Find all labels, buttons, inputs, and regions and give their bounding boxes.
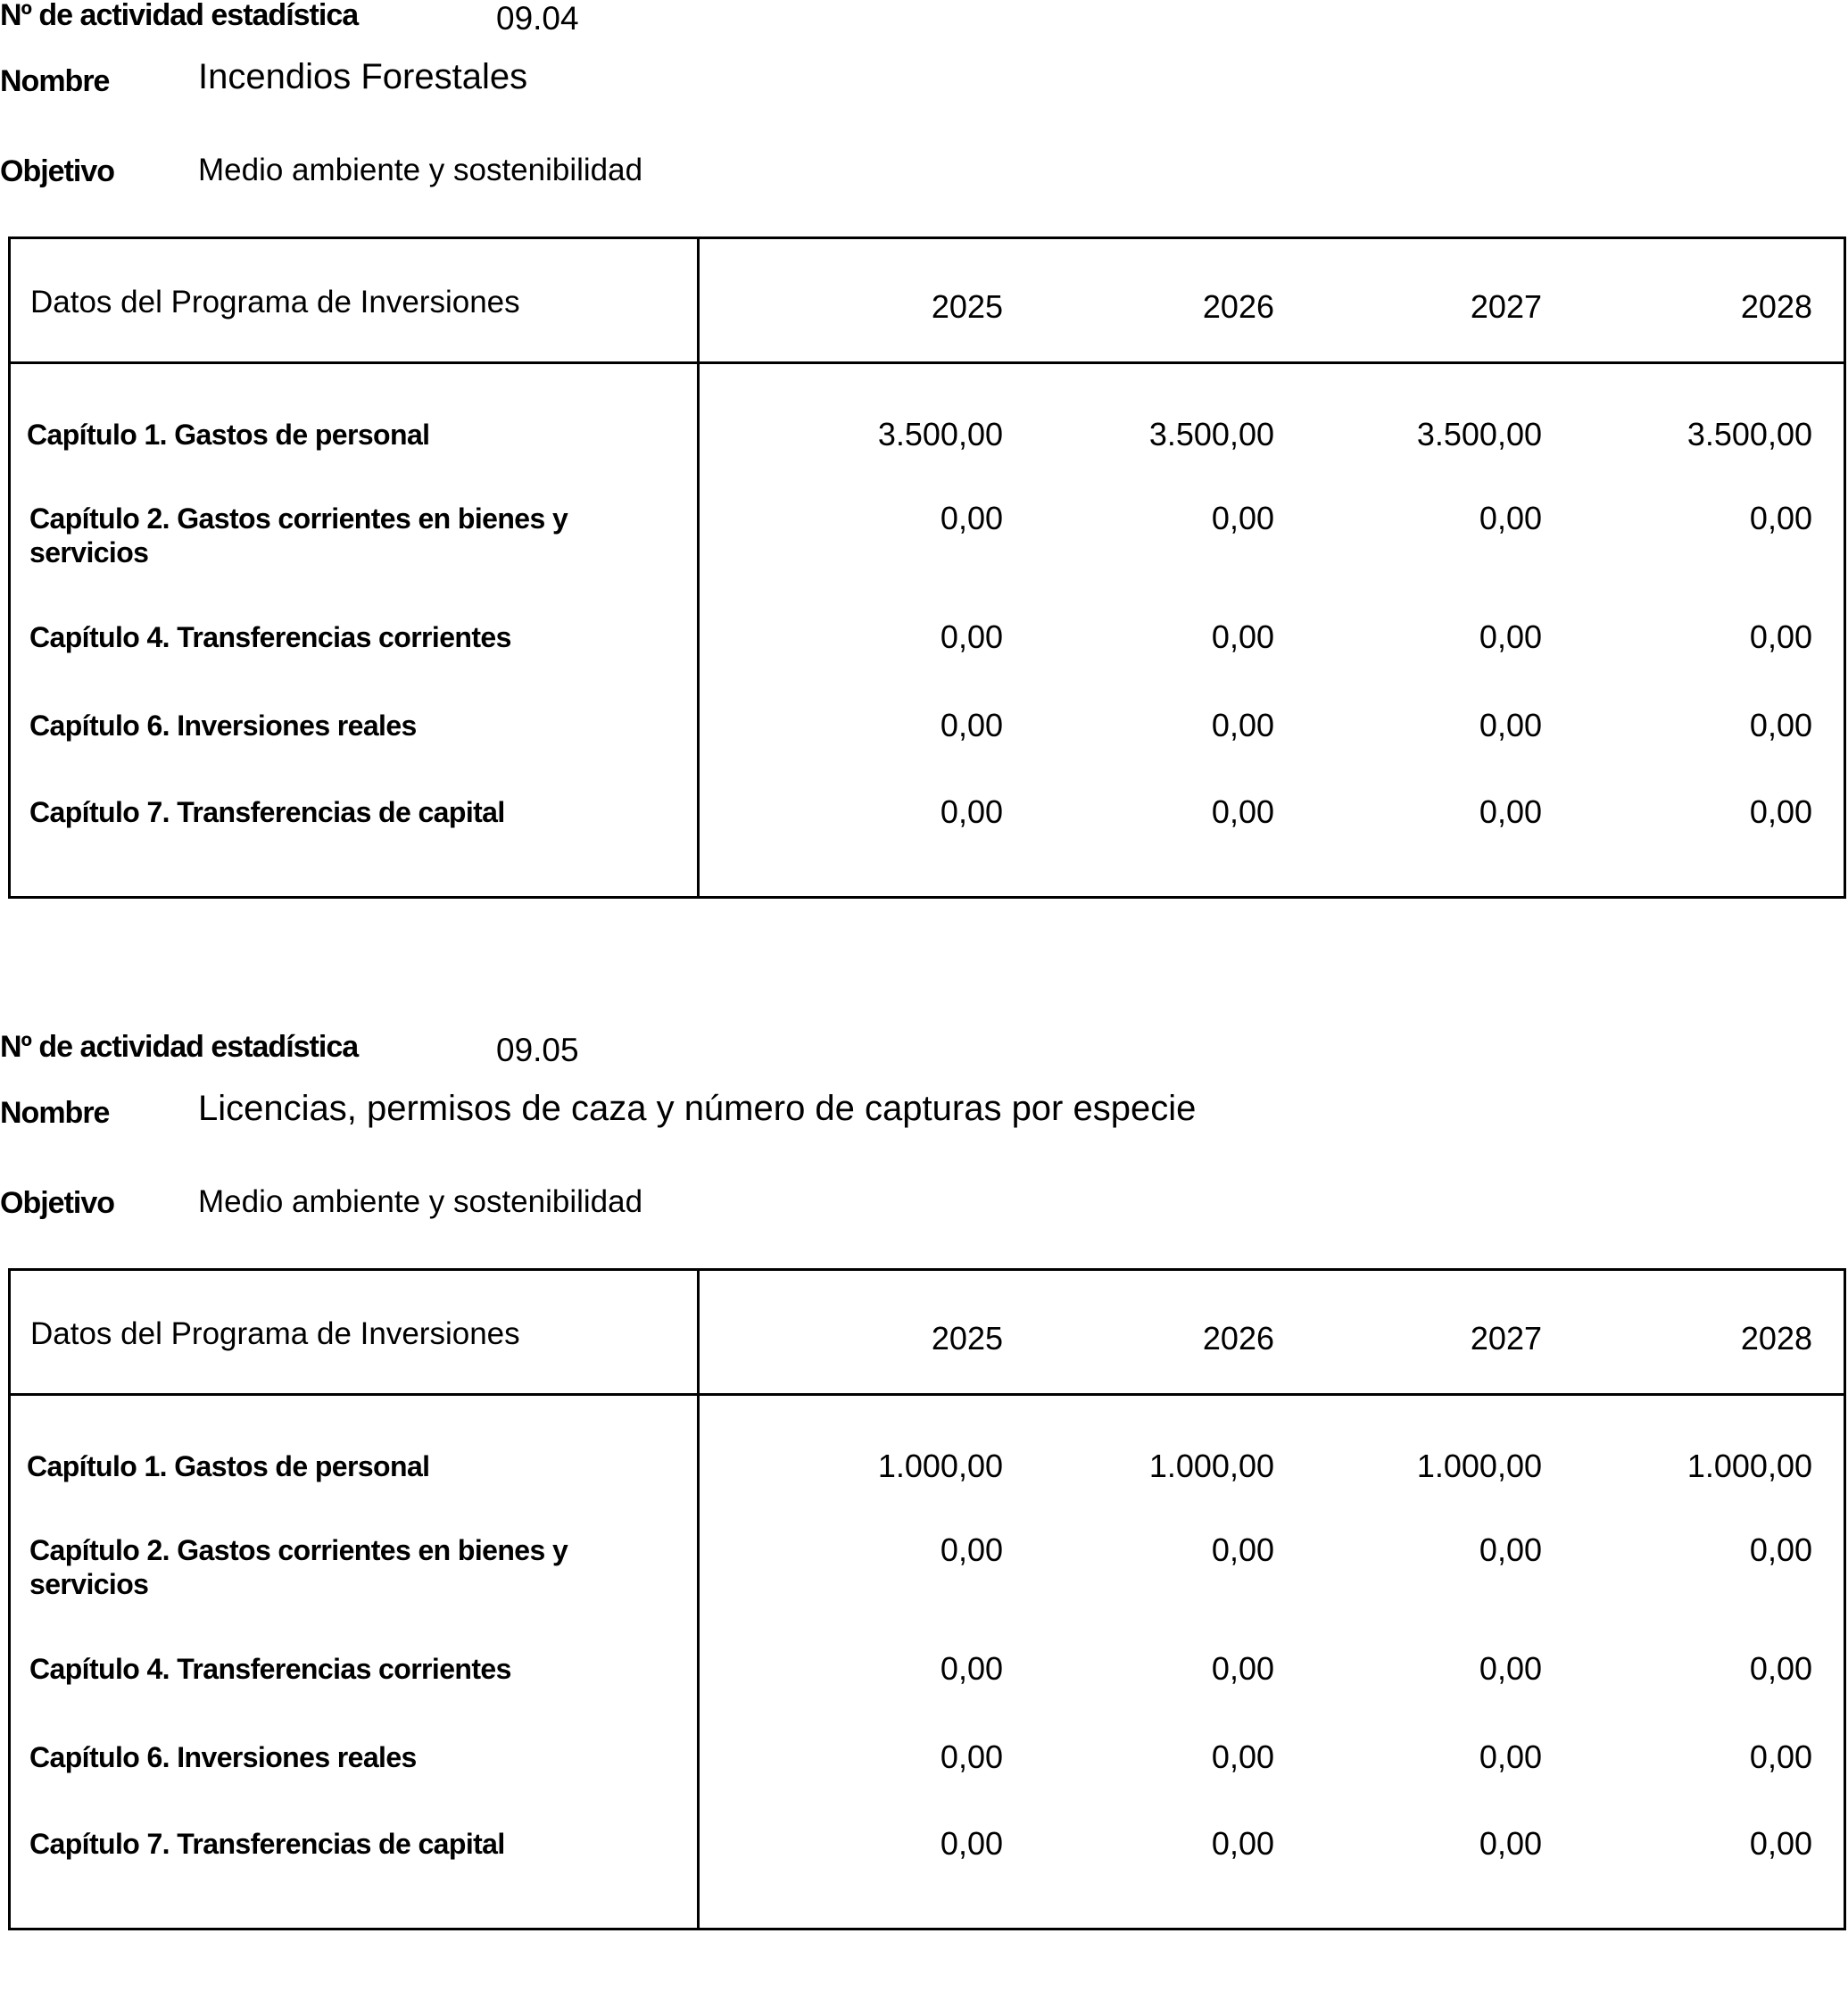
chapter-label: Capítulo 7. Transferencias de capital [29,796,505,828]
chapter-label: Capítulo 1. Gastos de personal [27,419,430,451]
chapter-label: Capítulo 4. Transferencias corrientes [29,621,511,653]
amount-cell: 0,00 [1479,1531,1542,1568]
nombre-label: Nombre [0,64,110,98]
amount-cell: 0,00 [940,1531,1003,1568]
chapter-label: Capítulo 1. Gastos de personal [27,1450,430,1482]
num-actividad-label: Nº de actividad estadística [0,1030,359,1064]
amount-cell: 0,00 [1749,1650,1812,1687]
amount-cell: 1.000,00 [877,1448,1003,1484]
amount-cell: 0,00 [940,707,1003,743]
column-divider [697,1271,700,1928]
year-header: 2027 [1470,1320,1542,1357]
year-header: 2028 [1740,288,1812,325]
column-divider [697,239,700,896]
amount-cell: 0,00 [1749,500,1812,536]
amount-cell: 0,00 [1211,1531,1274,1568]
amount-cell: 0,00 [1479,793,1542,830]
header-divider [11,1393,1844,1396]
amount-cell: 0,00 [1479,707,1542,743]
amount-cell: 0,00 [1749,793,1812,830]
chapter-label: Capítulo 2. Gastos corrientes en bienes y servicios [29,1534,568,1600]
amount-cell: 0,00 [940,1650,1003,1687]
objetivo-label: Objetivo [0,1186,115,1220]
nombre-label: Nombre [0,1096,110,1130]
chapter-label: Capítulo 6. Inversiones reales [29,710,417,742]
nombre-value: Incendios Forestales [198,57,528,96]
amount-cell: 0,00 [940,500,1003,536]
amount-cell: 1.000,00 [1416,1448,1542,1484]
amount-cell: 3.500,00 [1148,416,1274,452]
year-header: 2026 [1202,288,1274,325]
amount-cell: 1.000,00 [1686,1448,1812,1484]
year-header: 2025 [931,1320,1003,1357]
year-header: 2026 [1202,1320,1274,1357]
objetivo-label: Objetivo [0,154,115,188]
activity-section-0905 [0,1032,1848,2000]
chapter-label: Capítulo 4. Transferencias corrientes [29,1653,511,1685]
amount-cell: 0,00 [940,1739,1003,1775]
amount-cell: 0,00 [1211,1739,1274,1775]
amount-cell: 0,00 [1749,1531,1812,1568]
num-actividad-value: 09.04 [496,0,579,37]
num-actividad-label: Nº de actividad estadística [0,0,359,32]
amount-cell: 0,00 [940,618,1003,655]
amount-cell: 0,00 [1749,707,1812,743]
table-header-title: Datos del Programa de Inversiones [30,1316,520,1351]
amount-cell: 0,00 [1479,500,1542,536]
activity-section-0904 [0,0,1848,968]
amount-cell: 0,00 [1211,1825,1274,1862]
amount-cell: 0,00 [1211,793,1274,830]
amount-cell: 3.500,00 [1416,416,1542,452]
amount-cell: 0,00 [1749,618,1812,655]
amount-cell: 0,00 [940,1825,1003,1862]
amount-cell: 0,00 [1479,1825,1542,1862]
amount-cell: 1.000,00 [1148,1448,1274,1484]
amount-cell: 0,00 [1749,1739,1812,1775]
header-divider [11,361,1844,364]
amount-cell: 0,00 [1211,1650,1274,1687]
chapter-label: Capítulo 6. Inversiones reales [29,1741,417,1773]
amount-cell: 0,00 [1211,618,1274,655]
amount-cell: 0,00 [1211,500,1274,536]
objetivo-value: Medio ambiente y sostenibilidad [198,153,643,187]
year-header: 2025 [931,288,1003,325]
investment-table [8,237,1846,899]
chapter-label: Capítulo 7. Transferencias de capital [29,1828,505,1860]
num-actividad-value: 09.05 [496,1032,579,1068]
amount-cell: 0,00 [1479,1739,1542,1775]
nombre-value: Licencias, permisos de caza y número de capturas por especie [198,1089,1197,1128]
objetivo-value: Medio ambiente y sostenibilidad [198,1184,643,1219]
amount-cell: 0,00 [1749,1825,1812,1862]
amount-cell: 3.500,00 [1686,416,1812,452]
amount-cell: 0,00 [1479,618,1542,655]
investment-table [8,1268,1846,1930]
amount-cell: 0,00 [1211,707,1274,743]
year-header: 2028 [1740,1320,1812,1357]
amount-cell: 3.500,00 [877,416,1003,452]
table-header-title: Datos del Programa de Inversiones [30,285,520,320]
amount-cell: 0,00 [1479,1650,1542,1687]
chapter-label: Capítulo 2. Gastos corrientes en bienes y servicios [29,502,568,568]
amount-cell: 0,00 [940,793,1003,830]
year-header: 2027 [1470,288,1542,325]
